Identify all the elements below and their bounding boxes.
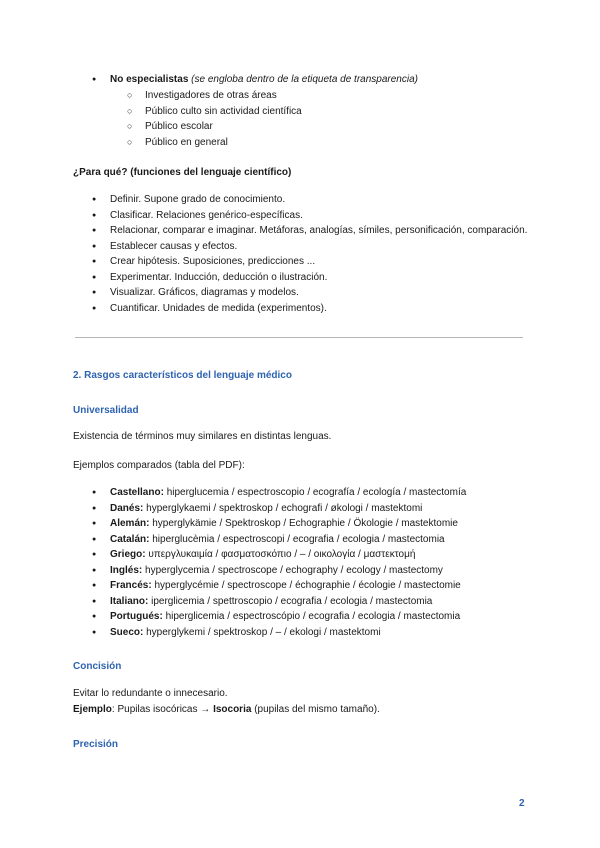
examples-label: Ejemplos comparados (tabla del PDF):: [73, 460, 245, 471]
list-item: [110, 485, 466, 501]
example-pre: : Pupilas isocóricas →: [111, 704, 214, 715]
language-name: Inglés:: [110, 564, 143, 576]
list-item: [110, 547, 466, 563]
list-item: [110, 563, 466, 579]
universality-intro: Existencia de términos muy similares en distintas lenguas.: [73, 431, 332, 442]
page-number: 2: [519, 798, 525, 809]
language-name: Sueco:: [110, 626, 144, 638]
language-terms: hyperglykaemi / spektroskop / echografi / økologi / mastektomi: [146, 502, 423, 514]
list-item: [110, 516, 466, 532]
purpose-list: [110, 192, 527, 316]
language-name: Catalán:: [110, 533, 150, 545]
list-item: ○ Público escolar: [145, 119, 302, 135]
list-item: [110, 532, 466, 548]
language-terms: υπεργλυκαιμία / φασματοσκόπιο / – / οικολογία / μαστεκτομή: [148, 549, 416, 560]
language-terms: hyperglykemi / spektroskop / – / ekologi / mastektomi: [146, 626, 381, 638]
language-name: Francés:: [110, 580, 152, 591]
list-item: ● Establecer causas y efectos.: [110, 239, 527, 255]
language-name: Griego:: [110, 549, 146, 560]
list-item: ● Crear hipótesis. Suposiciones, predicciones ...: [110, 254, 527, 270]
audience-label: No especialistas: [110, 74, 189, 85]
concision-example: [73, 702, 380, 718]
horizontal-divider: [75, 337, 523, 338]
audience-note: (se engloba dentro de la etiqueta de transparencia): [191, 74, 418, 85]
list-item: ● Clasificar. Relaciones genérico-específicas.: [110, 208, 527, 224]
example-term: Isocoria: [213, 704, 252, 715]
audience-list: [110, 72, 418, 88]
list-item: ○ Público culto sin actividad científica: [145, 104, 302, 120]
concision-line: Evitar lo redundante o innecesario.: [73, 688, 228, 699]
section-title: 2. Rasgos característicos del lenguaje médico: [73, 370, 292, 381]
language-examples-list: [110, 485, 466, 640]
example-post: (pupilas del mismo tamaño).: [251, 704, 380, 715]
language-terms: hiperglucèmia / espectroscopi / ecografia / ecologia / mastectomia: [152, 533, 445, 545]
language-name: Alemán:: [110, 518, 150, 529]
language-name: Danés:: [110, 502, 144, 514]
concision-heading: Concisión: [73, 661, 122, 672]
list-item: ● Cuantificar. Unidades de medida (experimentos).: [110, 301, 527, 317]
language-name: Portugués:: [110, 611, 163, 622]
language-terms: iperglicemia / spettroscopio / ecografia / ecologia / mastectomia: [151, 595, 433, 607]
language-terms: hyperglycémie / spectroscope / échographie / écologie / mastectomie: [154, 580, 461, 591]
universality-heading: Universalidad: [73, 405, 139, 416]
list-item: [110, 625, 466, 641]
list-item: ○ Investigadores de otras áreas: [145, 88, 302, 104]
list-item: [110, 501, 466, 517]
precision-heading: Precisión: [73, 739, 119, 750]
list-item: ● Definir. Supone grado de conocimiento.: [110, 192, 527, 208]
list-item: ● Experimentar. Inducción, deducción o ilustración.: [110, 270, 527, 286]
language-terms: hyperglykämie / Spektroskop / Echographie / Ökologie / mastektomie: [152, 518, 458, 529]
example-label: Ejemplo: [73, 704, 112, 715]
list-item: [110, 594, 466, 610]
language-terms: hyperglycemia / spectroscope / echography / ecology / mastectomy: [145, 564, 443, 576]
list-item: [110, 578, 466, 594]
audience-sublist: [145, 88, 302, 150]
language-name: Castellano:: [110, 487, 164, 498]
list-item: ● Relacionar, comparar e imaginar. Metáforas, analogías, símiles, personificación, comparación.: [110, 223, 527, 239]
language-terms: hiperglucemia / espectroscopio / ecografía / ecología / mastectomía: [166, 487, 467, 498]
list-item: ○ Público en general: [145, 135, 302, 151]
list-item: ● Visualizar. Gráficos, diagramas y modelos.: [110, 285, 527, 301]
list-item: [110, 72, 418, 88]
purpose-heading: ¿Para qué? (funciones del lenguaje científico): [73, 167, 292, 178]
list-item: [110, 609, 466, 625]
language-name: Italiano:: [110, 595, 149, 607]
language-terms: hiperglicemia / espectroscópio / ecografia / ecologia / mastectomia: [165, 611, 461, 622]
